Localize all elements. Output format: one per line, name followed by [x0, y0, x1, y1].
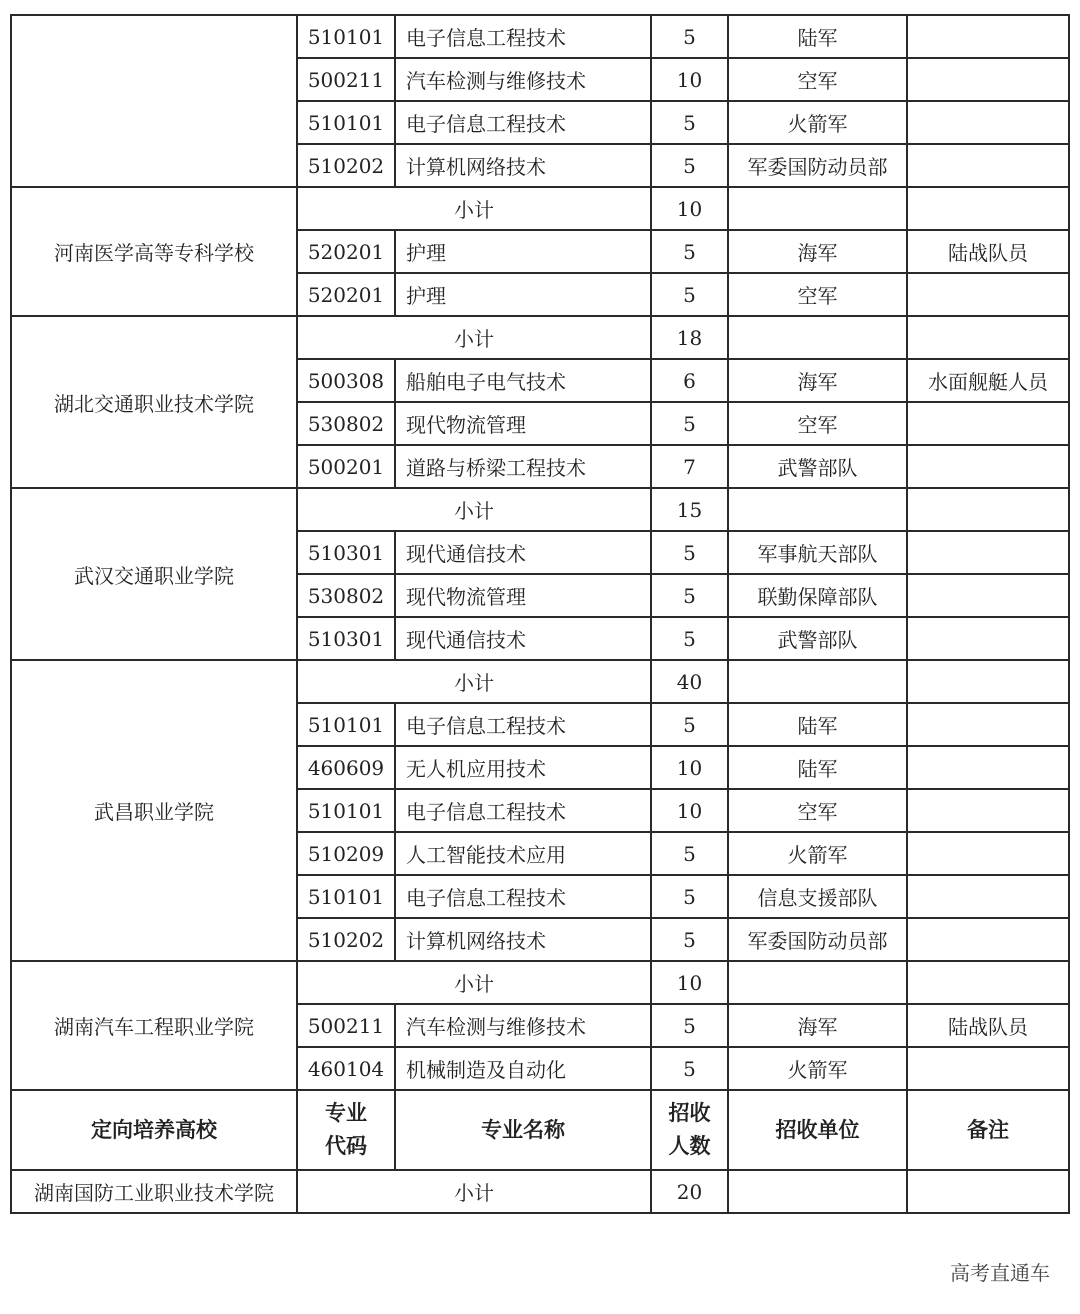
enroll-count-cell: 5	[651, 1047, 728, 1090]
major-name-cell: 电子信息工程技术	[395, 15, 651, 58]
major-code-cell: 520201	[297, 273, 395, 316]
note-cell	[907, 15, 1069, 58]
note-cell	[907, 961, 1069, 1004]
note-cell	[907, 101, 1069, 144]
major-code-cell: 510101	[297, 101, 395, 144]
enroll-count-cell: 5	[651, 918, 728, 961]
enrollment-table	[10, 14, 1070, 1214]
major-code-cell: 510101	[297, 703, 395, 746]
recruit-unit-cell: 联勤保障部队	[728, 574, 907, 617]
enroll-count-cell: 6	[651, 359, 728, 402]
note-cell	[907, 445, 1069, 488]
note-cell: 陆战队员	[907, 230, 1069, 273]
major-name-cell: 船舶电子电气技术	[395, 359, 651, 402]
recruit-unit-cell: 军事航天部队	[728, 531, 907, 574]
header-row	[11, 1090, 1069, 1170]
table-body	[11, 15, 1069, 1213]
major-name-cell: 电子信息工程技术	[395, 703, 651, 746]
recruit-unit-cell: 海军	[728, 359, 907, 402]
subtotal-label-cell: 小计	[297, 961, 651, 1004]
subtotal-count-cell: 18	[651, 316, 728, 359]
major-name-cell: 无人机应用技术	[395, 746, 651, 789]
count-header: 招收 人数	[651, 1090, 728, 1170]
enroll-count-cell: 5	[651, 1004, 728, 1047]
note-cell: 陆战队员	[907, 1004, 1069, 1047]
name-header: 专业名称	[395, 1090, 651, 1170]
recruit-unit-cell: 陆军	[728, 15, 907, 58]
enroll-count-cell: 5	[651, 531, 728, 574]
major-code-cell: 510101	[297, 875, 395, 918]
unit-header: 招收单位	[728, 1090, 907, 1170]
major-name-cell: 计算机网络技术	[395, 918, 651, 961]
note-cell	[907, 273, 1069, 316]
subtotal-count-cell: 40	[651, 660, 728, 703]
note-cell	[907, 617, 1069, 660]
enroll-count-cell: 5	[651, 617, 728, 660]
major-code-cell: 510202	[297, 918, 395, 961]
recruit-unit-cell: 武警部队	[728, 445, 907, 488]
major-name-cell: 电子信息工程技术	[395, 101, 651, 144]
note-cell	[907, 488, 1069, 531]
recruit-unit-cell: 陆军	[728, 746, 907, 789]
note-cell	[907, 1170, 1069, 1213]
watermark: 高考直通车	[946, 1257, 1054, 1286]
recruit-unit-cell: 军委国防动员部	[728, 918, 907, 961]
recruit-unit-cell: 空军	[728, 273, 907, 316]
note-cell: 水面舰艇人员	[907, 359, 1069, 402]
recruit-unit-cell	[728, 1170, 907, 1213]
note-cell	[907, 746, 1069, 789]
table-row	[11, 15, 1069, 58]
subtotal-row	[11, 660, 1069, 703]
recruit-unit-cell	[728, 316, 907, 359]
enroll-count-cell: 10	[651, 746, 728, 789]
major-name-cell: 计算机网络技术	[395, 144, 651, 187]
enroll-count-cell: 5	[651, 703, 728, 746]
enroll-count-cell: 5	[651, 402, 728, 445]
school-cell: 湖南国防工业职业技术学院	[11, 1170, 297, 1213]
note-cell	[907, 875, 1069, 918]
recruit-unit-cell: 海军	[728, 1004, 907, 1047]
note-cell	[907, 1047, 1069, 1090]
major-name-cell: 机械制造及自动化	[395, 1047, 651, 1090]
enroll-count-cell: 5	[651, 832, 728, 875]
subtotal-count-cell: 10	[651, 187, 728, 230]
note-cell	[907, 832, 1069, 875]
enroll-count-cell: 5	[651, 101, 728, 144]
enroll-count-cell: 10	[651, 789, 728, 832]
major-code-cell: 500211	[297, 58, 395, 101]
note-cell	[907, 789, 1069, 832]
major-name-cell: 电子信息工程技术	[395, 789, 651, 832]
major-code-cell: 510209	[297, 832, 395, 875]
school-cell: 武昌职业学院	[11, 660, 297, 961]
note-cell	[907, 918, 1069, 961]
recruit-unit-cell: 火箭军	[728, 1047, 907, 1090]
recruit-unit-cell	[728, 488, 907, 531]
note-cell	[907, 187, 1069, 230]
subtotal-count-cell: 10	[651, 961, 728, 1004]
school-cell: 湖北交通职业技术学院	[11, 316, 297, 488]
subtotal-label-cell: 小计	[297, 660, 651, 703]
major-code-cell: 510301	[297, 531, 395, 574]
recruit-unit-cell: 陆军	[728, 703, 907, 746]
recruit-unit-cell	[728, 187, 907, 230]
recruit-unit-cell: 信息支援部队	[728, 875, 907, 918]
note-cell	[907, 58, 1069, 101]
major-code-cell: 530802	[297, 402, 395, 445]
major-name-cell: 人工智能技术应用	[395, 832, 651, 875]
school-header: 定向培养高校	[11, 1090, 297, 1170]
subtotal-row	[11, 316, 1069, 359]
major-name-cell: 现代通信技术	[395, 531, 651, 574]
note-cell	[907, 531, 1069, 574]
subtotal-count-cell: 20	[651, 1170, 728, 1213]
note-cell	[907, 316, 1069, 359]
subtotal-label-cell: 小计	[297, 187, 651, 230]
major-name-cell: 护理	[395, 273, 651, 316]
recruit-unit-cell: 火箭军	[728, 832, 907, 875]
school-cell: 湖南汽车工程职业学院	[11, 961, 297, 1090]
subtotal-label-cell: 小计	[297, 488, 651, 531]
enroll-count-cell: 5	[651, 875, 728, 918]
recruit-unit-cell	[728, 660, 907, 703]
recruit-unit-cell: 军委国防动员部	[728, 144, 907, 187]
note-cell	[907, 660, 1069, 703]
major-name-cell: 护理	[395, 230, 651, 273]
major-name-cell: 电子信息工程技术	[395, 875, 651, 918]
enroll-count-cell: 7	[651, 445, 728, 488]
code-header: 专业 代码	[297, 1090, 395, 1170]
recruit-unit-cell: 空军	[728, 789, 907, 832]
note-cell	[907, 144, 1069, 187]
enroll-count-cell: 5	[651, 273, 728, 316]
major-code-cell: 510101	[297, 789, 395, 832]
major-name-cell: 道路与桥梁工程技术	[395, 445, 651, 488]
school-cell	[11, 15, 297, 187]
major-name-cell: 汽车检测与维修技术	[395, 58, 651, 101]
enroll-count-cell: 5	[651, 144, 728, 187]
major-code-cell: 510301	[297, 617, 395, 660]
major-code-cell: 510101	[297, 15, 395, 58]
note-cell	[907, 402, 1069, 445]
major-code-cell: 500201	[297, 445, 395, 488]
major-code-cell: 500308	[297, 359, 395, 402]
major-name-cell: 现代物流管理	[395, 402, 651, 445]
subtotal-count-cell: 15	[651, 488, 728, 531]
enroll-count-cell: 5	[651, 574, 728, 617]
recruit-unit-cell: 空军	[728, 58, 907, 101]
major-name-cell: 汽车检测与维修技术	[395, 1004, 651, 1047]
major-code-cell: 520201	[297, 230, 395, 273]
subtotal-label-cell: 小计	[297, 316, 651, 359]
subtotal-row	[11, 187, 1069, 230]
recruit-unit-cell: 海军	[728, 230, 907, 273]
enroll-count-cell: 5	[651, 230, 728, 273]
recruit-unit-cell: 空军	[728, 402, 907, 445]
subtotal-row	[11, 488, 1069, 531]
major-code-cell: 530802	[297, 574, 395, 617]
major-code-cell: 500211	[297, 1004, 395, 1047]
major-code-cell: 510202	[297, 144, 395, 187]
school-cell: 武汉交通职业学院	[11, 488, 297, 660]
note-cell	[907, 574, 1069, 617]
major-name-cell: 现代通信技术	[395, 617, 651, 660]
major-code-cell: 460609	[297, 746, 395, 789]
note-header: 备注	[907, 1090, 1069, 1170]
enroll-count-cell: 10	[651, 58, 728, 101]
recruit-unit-cell: 火箭军	[728, 101, 907, 144]
school-cell: 河南医学高等专科学校	[11, 187, 297, 316]
recruit-unit-cell	[728, 961, 907, 1004]
recruit-unit-cell: 武警部队	[728, 617, 907, 660]
major-code-cell: 460104	[297, 1047, 395, 1090]
subtotal-row	[11, 961, 1069, 1004]
subtotal-row	[11, 1170, 1069, 1213]
subtotal-label-cell: 小计	[297, 1170, 651, 1213]
major-name-cell: 现代物流管理	[395, 574, 651, 617]
note-cell	[907, 703, 1069, 746]
enroll-count-cell: 5	[651, 15, 728, 58]
